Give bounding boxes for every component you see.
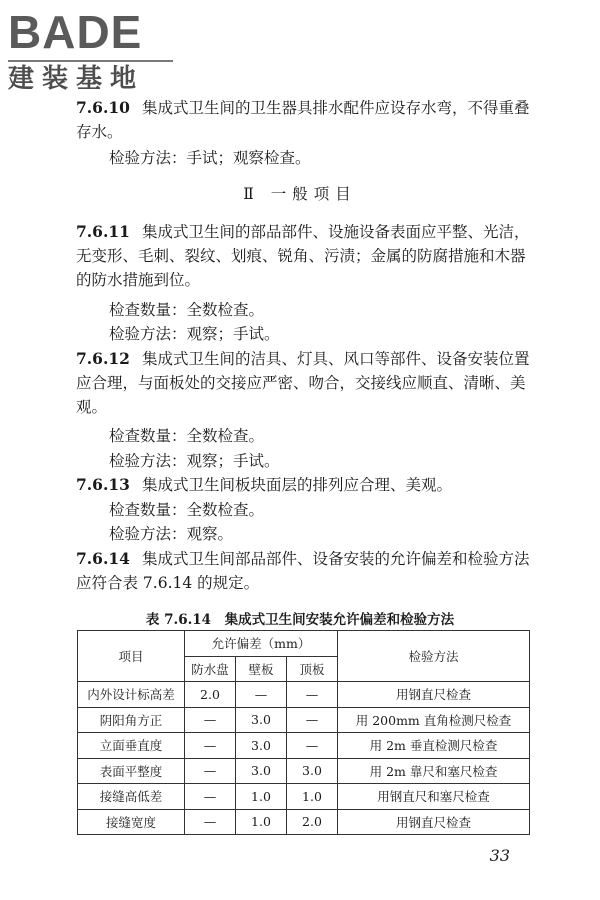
table-row bbox=[78, 682, 530, 708]
table-row bbox=[78, 707, 530, 733]
clause-text: 集成式卫生间板块面层的排列应合理、美观。 bbox=[141, 476, 452, 494]
row-ceiling: — bbox=[287, 733, 338, 759]
clause-7-6-11 bbox=[76, 220, 536, 292]
row-wall: 3.0 bbox=[236, 758, 287, 784]
row-method: 用钢直尺检查 bbox=[338, 682, 530, 708]
subheader-pan: 防水盘 bbox=[185, 656, 236, 682]
clause-7-6-14 bbox=[76, 547, 536, 595]
row-item: 内外设计标高差 bbox=[78, 682, 185, 708]
inspection-method: 检验方法：观察；手试。 bbox=[109, 452, 280, 470]
clause-7-6-13 bbox=[76, 473, 536, 497]
row-pan: — bbox=[185, 784, 236, 810]
logo-divider bbox=[8, 60, 173, 62]
clause-number: 7.6.13 bbox=[76, 475, 130, 494]
inspection-method: 检验方法：观察；手试。 bbox=[109, 325, 280, 343]
clause-text: 集成式卫生间的卫生器具排水配件应设存水弯，不得重叠存水。 bbox=[76, 99, 530, 141]
clause-number: 7.6.11 bbox=[76, 222, 130, 241]
header-tolerance: 允许偏差（mm） bbox=[185, 631, 338, 657]
row-wall: 3.0 bbox=[236, 707, 287, 733]
subheader-ceiling: 顶板 bbox=[287, 656, 338, 682]
row-ceiling: — bbox=[287, 707, 338, 733]
row-ceiling: 2.0 bbox=[287, 809, 338, 835]
row-ceiling: 3.0 bbox=[287, 758, 338, 784]
row-item: 立面垂直度 bbox=[78, 733, 185, 759]
inspection-method: 检验方法：手试；观察检查。 bbox=[109, 149, 311, 167]
inspection-quantity: 检查数量：全数检查。 bbox=[109, 427, 265, 445]
inspection-quantity: 检查数量：全数检查。 bbox=[109, 501, 265, 519]
inspection-method: 检验方法：观察。 bbox=[109, 525, 234, 543]
tolerance-table bbox=[77, 630, 530, 835]
row-item: 阴阳角方正 bbox=[78, 707, 185, 733]
row-pan: — bbox=[185, 707, 236, 733]
clause-7-6-10 bbox=[76, 96, 536, 144]
row-wall: 1.0 bbox=[236, 809, 287, 835]
row-wall: 3.0 bbox=[236, 733, 287, 759]
row-item: 表面平整度 bbox=[78, 758, 185, 784]
row-method: 用 2m 靠尺和塞尺检查 bbox=[338, 758, 530, 784]
subheader-wall: 壁板 bbox=[236, 656, 287, 682]
row-method: 用 2m 垂直检测尺检查 bbox=[338, 733, 530, 759]
row-item: 接缝宽度 bbox=[78, 809, 185, 835]
clause-number: 7.6.14 bbox=[76, 549, 130, 568]
row-item: 接缝高低差 bbox=[78, 784, 185, 810]
header-item: 项目 bbox=[78, 631, 185, 682]
row-ceiling: — bbox=[287, 682, 338, 708]
section-heading: Ⅱ 一般项目 bbox=[243, 185, 357, 203]
table-header-row bbox=[78, 631, 530, 657]
row-pan: 2.0 bbox=[185, 682, 236, 708]
clause-text: 集成式卫生间的部品部件、设施设备表面应平整、光洁，无变形、毛刺、裂纹、划痕、锐角、污渍；金属的防腐措施和木器的防水措施到位。 bbox=[76, 223, 530, 289]
clause-text: 集成式卫生间部品部件、设备安装的允许偏差和检验方法应符合表 7.6.14 的规定。 bbox=[76, 550, 530, 592]
clause-text: 集成式卫生间的洁具、灯具、风口等部件、设备安装位置应合理，与面板处的交接应严密、吻合，交接线应顺直、清晰、美观。 bbox=[76, 350, 530, 416]
row-wall: — bbox=[236, 682, 287, 708]
table-row bbox=[78, 733, 530, 759]
row-method: 用钢直尺和塞尺检查 bbox=[338, 784, 530, 810]
table-title: 表 7.6.14 集成式卫生间安装允许偏差和检验方法 bbox=[145, 612, 455, 628]
row-method: 用钢直尺检查 bbox=[338, 809, 530, 835]
row-ceiling: 1.0 bbox=[287, 784, 338, 810]
logo-subtitle: 建装基地 bbox=[8, 64, 145, 94]
inspection-quantity: 检查数量：全数检查。 bbox=[109, 301, 265, 319]
table-row bbox=[78, 784, 530, 810]
table-row bbox=[78, 809, 530, 835]
logo-brand: BADE bbox=[8, 6, 143, 58]
page-number: 33 bbox=[489, 846, 510, 865]
row-pan: — bbox=[185, 733, 236, 759]
table-row bbox=[78, 758, 530, 784]
clause-7-6-12 bbox=[76, 347, 536, 419]
clause-number: 7.6.10 bbox=[76, 98, 130, 117]
header-method: 检验方法 bbox=[338, 631, 530, 682]
clause-number: 7.6.12 bbox=[76, 349, 130, 368]
bade-logo bbox=[8, 6, 178, 96]
row-pan: — bbox=[185, 809, 236, 835]
row-method: 用 200mm 直角检测尺检查 bbox=[338, 707, 530, 733]
row-pan: — bbox=[185, 758, 236, 784]
row-wall: 1.0 bbox=[236, 784, 287, 810]
